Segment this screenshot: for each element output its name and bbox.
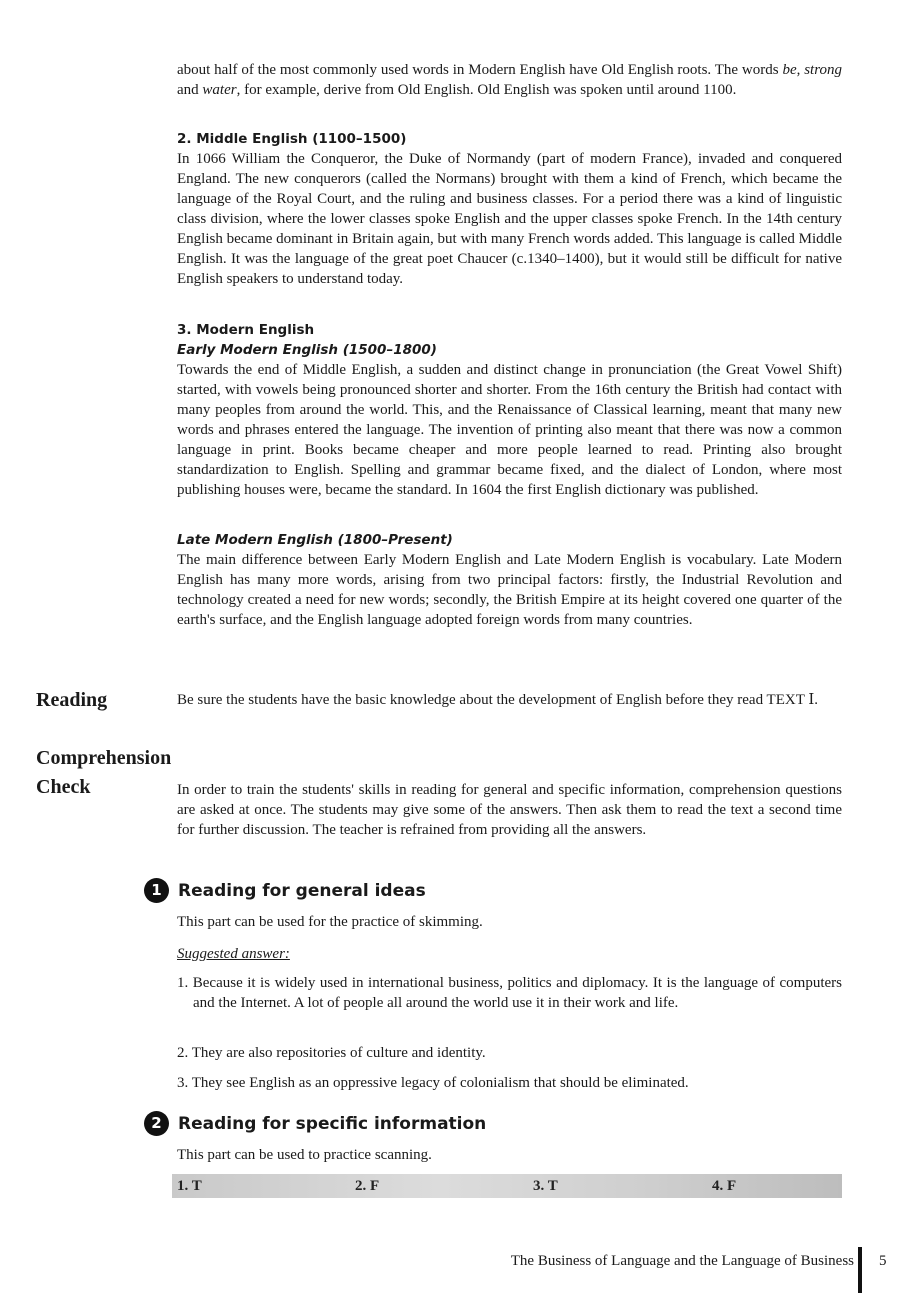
late-modern-section bbox=[177, 530, 842, 630]
middle-english-heading: 2. Middle English (1100–1500) bbox=[177, 131, 407, 147]
running-footer-title: The Business of Language and the Language of Business bbox=[510, 1253, 854, 1269]
early-modern-heading: Early Modern English (1500–1800) bbox=[177, 342, 437, 358]
section-1-number-badge: 1 bbox=[144, 878, 169, 903]
section-2-note: This part can be used to practice scanning. bbox=[177, 1147, 432, 1163]
modern-english-section bbox=[177, 320, 842, 500]
late-modern-text: The main difference between Early Modern English and Late Modern English is vocabulary. Late Modern English has many more words, arising from two principal factors: firstly, the Industrial Revolution and technology created a need for new words; secondly, the British Empire at its height covered one quarter of the earth's surface, and the English language adopted foreign words from many countries. bbox=[177, 552, 842, 628]
tf-answer-1: 1. T bbox=[177, 1178, 202, 1194]
section-1-note: This part can be used for the practice of skimming. bbox=[177, 914, 483, 930]
reading-label: Reading bbox=[36, 689, 108, 711]
suggested-answer-label: Suggested answer: bbox=[177, 946, 290, 962]
reading-block bbox=[177, 690, 842, 710]
tf-answer-3: 3. T bbox=[533, 1178, 558, 1194]
comprehension-block bbox=[177, 780, 842, 840]
answer-item-3: 3. They see English as an oppressive legacy of colonialism that should be eliminated. bbox=[177, 1075, 689, 1091]
tf-answer-4: 4. F bbox=[712, 1178, 737, 1194]
footer-divider bbox=[858, 1247, 862, 1293]
true-false-answer-bar bbox=[172, 1174, 842, 1198]
modern-english-heading: 3. Modern English bbox=[177, 322, 315, 338]
early-modern-text: Towards the end of Middle English, a sudden and distinct change in pronunciation (the Great Vowel Shift) started, with vowels being pronounced shorter and shorter. From the 16th century the British had contact with many peoples from around the world. This, and the Renaissance of Classical learning, meant that many new words and phrases entered the language. The invention of printing also meant that there was now a common language in print. Books became cheaper and more people learned to read. Printing also brought standardization to English. Spelling and grammar became fixed, and the dialect of London, where most publishing houses were, became the standard. In 1604 the first English dictionary was published. bbox=[177, 362, 842, 498]
intro-paragraph: about half of the most commonly used words in Modern English have Old English roots. The words be, strong and water, for example, derive from Old English. Old English was spoken until around 1100. bbox=[177, 62, 843, 98]
tf-answer-2: 2. F bbox=[355, 1178, 380, 1194]
check-label: Check bbox=[36, 776, 91, 798]
middle-english-text: In 1066 William the Conqueror, the Duke of Normandy (part of modern France), invaded and conquered England. The new conquerors (called the Normans) brought with them a kind of French, which became the language of the Royal Court, and the ruling and business classes. For a period there was a kind of linguistic class division, where the lower classes spoke English and the upper classes spoke French. In the 14th century English became dominant in Britain again, but with many French words added. This language is called Middle English. It was the language of the great poet Chaucer (c.1340–1400), but it would still be difficult for native English speakers to understand today. bbox=[177, 151, 842, 287]
section-2-title: Reading for specific information bbox=[178, 1114, 487, 1134]
late-modern-heading: Late Modern English (1800–Present) bbox=[177, 532, 453, 548]
middle-english-section bbox=[177, 129, 842, 289]
intro-block bbox=[177, 60, 842, 100]
answer-item-1: 1. Because it is widely used in international business, politics and diplomacy. It is the language of computers and the Internet. A lot of people all around the world use it in their work and life. bbox=[177, 975, 842, 1011]
reading-text: Be sure the students have the basic knowledge about the development of English before they read TEXT Ⅰ. bbox=[177, 692, 819, 708]
comprehension-label: Comprehension bbox=[36, 747, 172, 769]
comprehension-text: In order to train the students' skills in reading for general and specific information, comprehension questions are asked at once. The students may give some of the answers. Then ask them to read the text a second time for further discussion. The teacher is refrained from providing all the answers. bbox=[177, 782, 842, 838]
page-number: 5 bbox=[879, 1253, 887, 1269]
answer-item-2: 2. They are also repositories of culture and identity. bbox=[177, 1045, 486, 1061]
section-2-number-badge: 2 bbox=[144, 1111, 169, 1136]
section-1-title: Reading for general ideas bbox=[178, 881, 426, 901]
